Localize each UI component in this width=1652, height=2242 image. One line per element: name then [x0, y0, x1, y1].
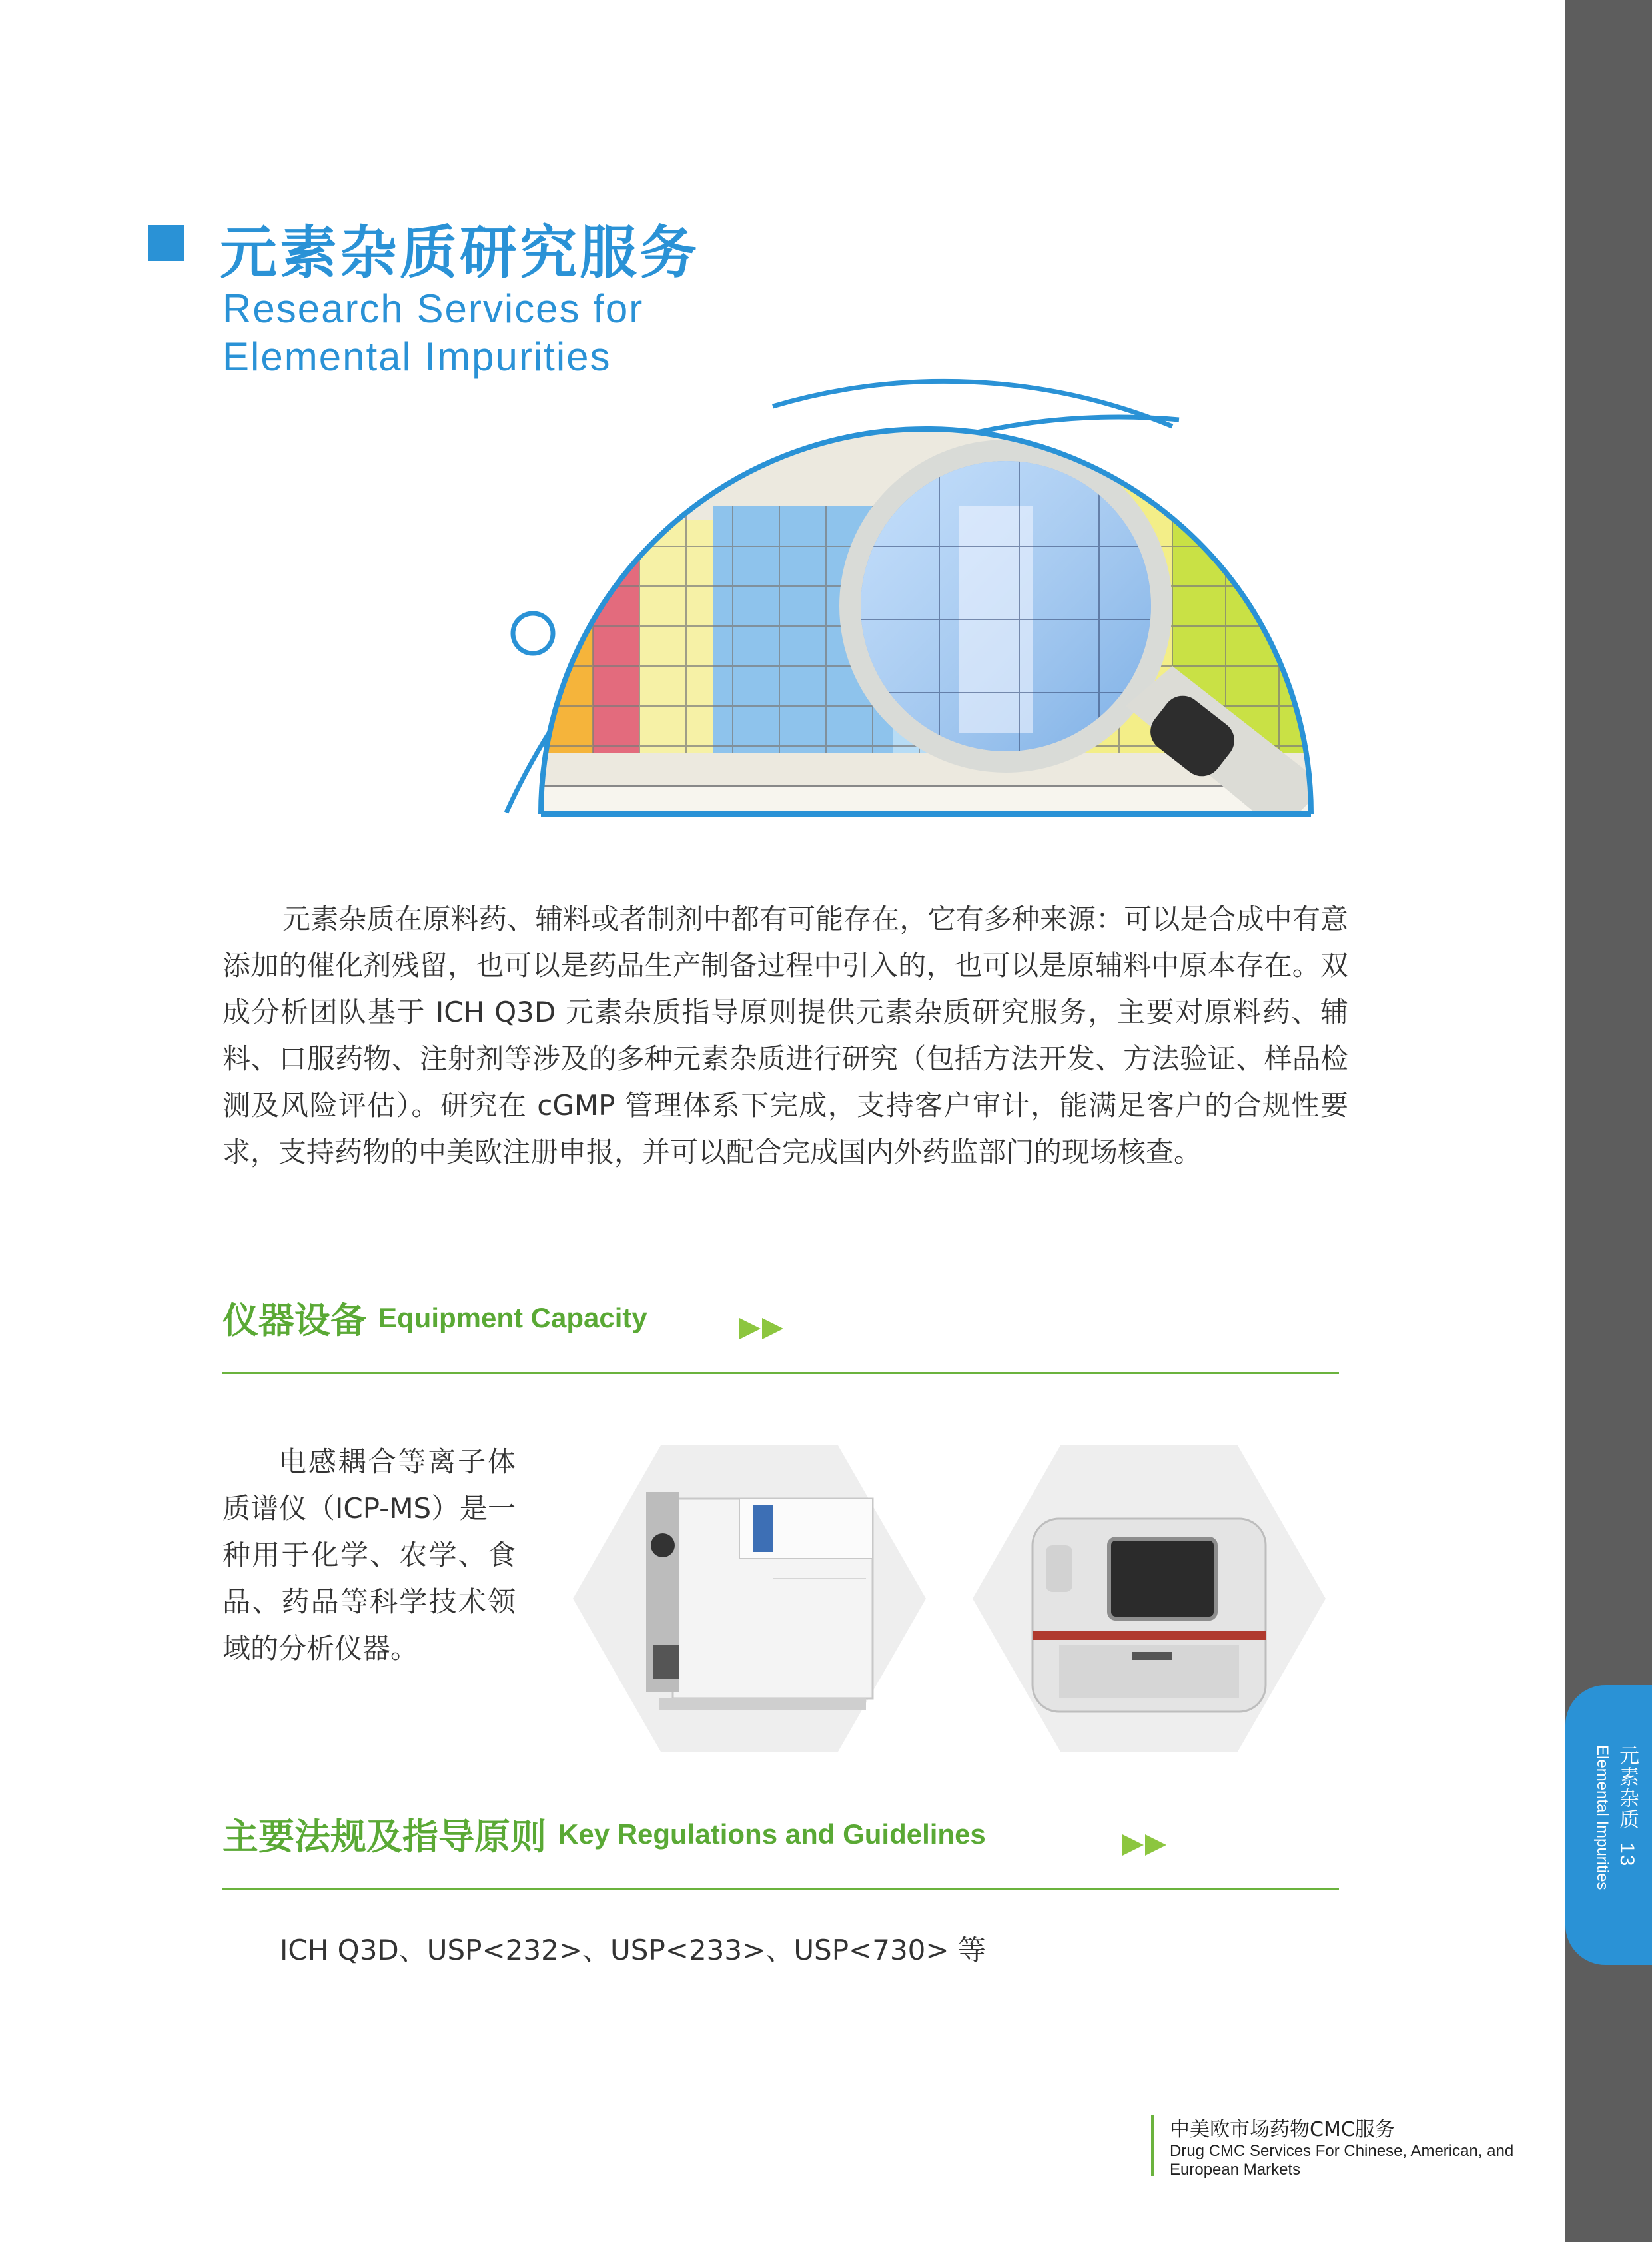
regulations-heading — [222, 1808, 986, 1860]
equipment-description-text: 电感耦合等离子体质谱仪（ICP-MS）是一种用于化学、农学、食品、药品等科学技术领域的分析仪器。 — [222, 1445, 516, 1665]
hero-periodic-table-image — [0, 373, 1652, 839]
intro-text: 元素杂质在原料药、辅料或者制剂中都有可能存在，它有多种来源：可以是合成中有意添加的催化剂残留，也可以是药品生产制备过程中引入的，也可以是原辅料中原本存在。双成分析团队基于 ICH Q3D 元素杂质指导原则提供元素杂质研究服务，主要对原料药、辅料、口服药物、注射剂等涉及的多种元素杂质进行研究（包括方法开发、方法验证、样品检测及风险评估）。研究在 cGMP 管理体系下完成，支持客户审计，能满足客户的合规性要求，支持药物的中美欧注册申报，并可以配合完成国内外药监部门的现场核查。 — [222, 903, 1348, 1168]
page-title: 元素杂质研究服务 — [220, 220, 699, 286]
side-tab-label-cn: 元素杂质 — [1616, 1745, 1638, 1830]
footer-divider — [1151, 2115, 1154, 2176]
side-tab-label — [1580, 1745, 1640, 1958]
regulations-divider — [222, 1888, 1339, 1890]
intro-paragraph — [222, 896, 1348, 1176]
microwave-digestion-instrument-image — [973, 1445, 1326, 1752]
regulations-heading-en: Key Regulations and Guidelines — [558, 1818, 986, 1850]
title-square-icon — [148, 225, 184, 261]
double-arrow-icon — [739, 1317, 787, 1341]
regulations-heading-cn: 主要法规及指导原则 — [222, 1816, 546, 1858]
equipment-heading-en: Equipment Capacity — [378, 1302, 647, 1333]
regulations-list: ICH Q3D、USP<232>、USP<233>、USP<730> 等 — [280, 1934, 986, 1966]
page-number: 13 — [1616, 1842, 1638, 1868]
equipment-description — [222, 1439, 516, 1672]
equipment-divider — [222, 1372, 1339, 1374]
double-arrow-icon — [1122, 1833, 1170, 1857]
footer-title-cn: 中美欧市场药物CMC服务 — [1170, 2118, 1395, 2141]
footer-title-en: Drug CMC Services For Chinese, American, and European Markets — [1170, 2142, 1514, 2179]
icp-ms-instrument-image — [573, 1445, 926, 1752]
equipment-heading-cn: 仪器设备 — [222, 1300, 366, 1341]
equipment-heading — [222, 1292, 647, 1343]
side-tab-label-en: Elemental Impurities — [1593, 1745, 1611, 1890]
page-subtitle: Research Services for Elemental Impurities — [222, 286, 644, 379]
